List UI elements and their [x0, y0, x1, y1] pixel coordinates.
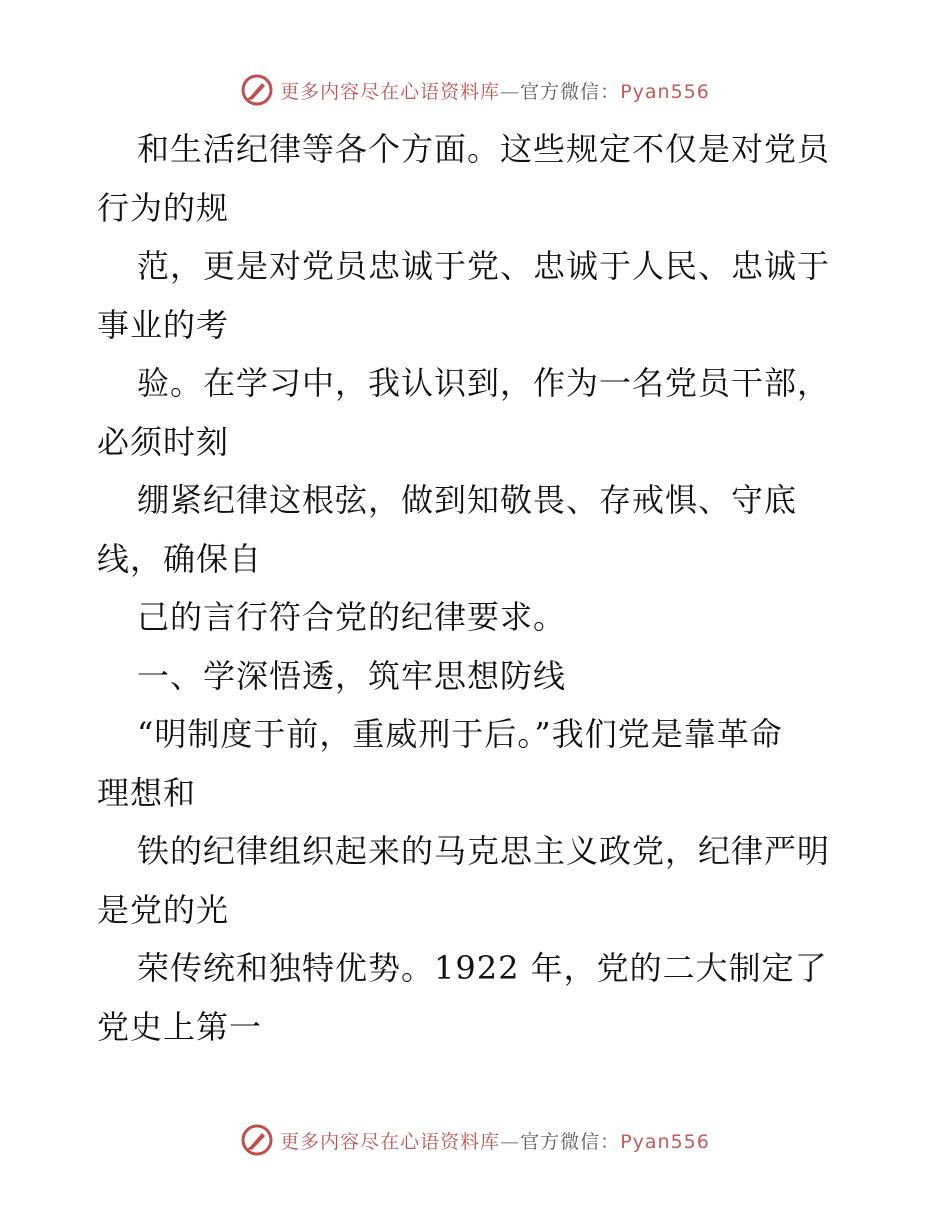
text-line: 绷紧纪律这根弦，做到知敬畏、存戒惧、守底 — [137, 481, 798, 519]
text-line: 事业的考 — [97, 305, 230, 344]
pen-logo-icon — [240, 1123, 274, 1157]
watermark-dash: — — [500, 1130, 521, 1153]
document-body — [97, 120, 857, 1056]
text-line: 党史上第一 — [97, 1007, 263, 1046]
text-line: 线，确保自 — [97, 539, 263, 578]
header-watermark — [0, 70, 950, 110]
watermark-official-label: 官方微信： — [520, 1130, 621, 1153]
watermark-text — [280, 1127, 710, 1154]
text-line: 必须时刻 — [97, 422, 230, 461]
watermark-text — [280, 77, 710, 104]
text-line: 和生活纪律等各个方面。这些规定不仅是对党员 — [137, 130, 831, 168]
footer-watermark — [0, 1120, 950, 1160]
text-line: 验。在学习中，我认识到，作为一名党员干部， — [137, 364, 831, 402]
text-line: 己的言行符合党的纪律要求。 — [137, 598, 567, 636]
text-line: 理想和 — [97, 773, 197, 812]
text-line: 铁的纪律组织起来的马克思主义政党，纪律严明 — [137, 832, 831, 870]
text-line: 是党的光 — [97, 890, 230, 929]
watermark-official-label: 官方微信： — [520, 80, 621, 103]
text-line: “明制度于前，重威刑于后。”我们党是靠革命 — [137, 715, 783, 753]
watermark-brand: 更多内容尽在心语资料库 — [280, 80, 501, 103]
watermark-brand: 更多内容尽在心语资料库 — [280, 1130, 501, 1153]
text-line: 行为的规 — [97, 188, 230, 227]
watermark-dash: — — [500, 80, 521, 103]
watermark-account-id: Pyan556 — [620, 1130, 710, 1153]
text-line: 范，更是对党员忠诚于党、忠诚于人民、忠诚于 — [137, 247, 831, 285]
watermark-account-id: Pyan556 — [620, 80, 710, 103]
pen-logo-icon — [240, 73, 274, 107]
text-line: 荣传统和独特优势。1922 年，党的二大制定了 — [137, 949, 828, 987]
text-line: 一、学深悟透，筑牢思想防线 — [137, 656, 567, 695]
